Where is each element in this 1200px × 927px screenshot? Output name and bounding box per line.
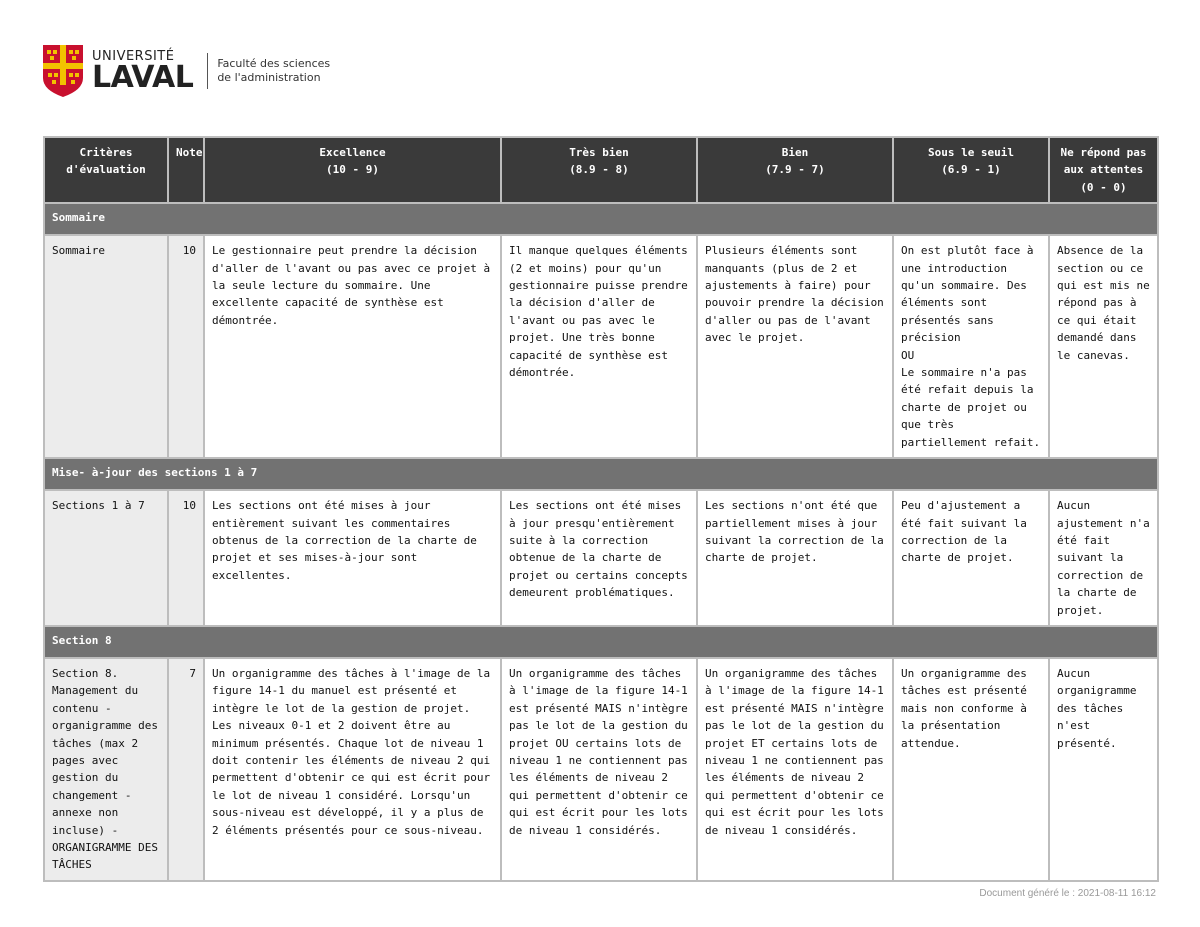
- generated-timestamp: Document généré le : 2021-08-11 16:12: [979, 888, 1156, 899]
- criterion-note: 7: [168, 658, 204, 881]
- criterion-label: Section 8. Management du contenu - organigramme des tâches (max 2 pages avec gestion du changement - annexe non incluse) - ORGANIGRAMME DES TÂCHES: [44, 658, 168, 881]
- cell-ne-repond-pas: Aucun organigramme des tâches n'est présenté.: [1049, 658, 1158, 881]
- page-header: [42, 42, 330, 100]
- evaluation-rubric-table: [43, 136, 1159, 882]
- faculty-name: [217, 57, 330, 85]
- cell-sous-le-seuil: Un organigramme des tâches est présenté mais non conforme à la présentation attendue.: [893, 658, 1049, 881]
- cell-bien: Un organigramme des tâches à l'image de la figure 14-1 est présenté MAIS n'intègre pas le lot de la gestion du projet ET certains lots de niveau 1 ne contiennent pas les éléments de niveau 2 qui permettent d'obtenir ce qui est écrit pour les lots de niveau 1 considérés.: [697, 658, 893, 881]
- header-sous-le-seuil: Sous le seuil (6.9 - 1): [893, 137, 1049, 203]
- cell-sous-le-seuil: Peu d'ajustement a été fait suivant la correction de la charte de projet.: [893, 490, 1049, 626]
- section-title: Sommaire: [44, 203, 1158, 235]
- university-shield-logo: [42, 44, 84, 98]
- header-ne-repond-pas: Ne répond pas aux attentes (0 - 0): [1049, 137, 1158, 203]
- section-row-section-8: [44, 626, 1158, 658]
- section-row-mise-a-jour: [44, 458, 1158, 490]
- section-title: Mise- à-jour des sections 1 à 7: [44, 458, 1158, 490]
- faculty-line-1: Faculté des sciences: [217, 57, 331, 70]
- cell-excellence: Les sections ont été mises à jour entièrement suivant les commentaires obtenus de la correction de la charte de projet et ses mises-à-jour sont excellentes.: [204, 490, 501, 626]
- cell-tres-bien: Un organigramme des tâches à l'image de la figure 14-1 est présenté MAIS n'intègre pas le lot de la gestion du projet OU certains lots de niveau 1 ne contiennent pas les éléments de niveau 2 qui permettent d'obtenir ce qui est écrit pour les lots de niveau 1 considérés.: [501, 658, 697, 881]
- cell-excellence: Le gestionnaire peut prendre la décision d'aller de l'avant ou pas avec ce projet à la seule lecture du sommaire. Une excellente capacité de synthèse est démontrée.: [204, 235, 501, 458]
- cell-ne-repond-pas: Absence de la section ou ce qui est mis ne répond pas à ce qui était demandé dans le canevas.: [1049, 235, 1158, 458]
- cell-tres-bien: Il manque quelques éléments (2 et moins) pour qu'un gestionnaire puisse prendre la décision d'aller de l'avant ou pas avec le projet. Une très bonne capacité de synthèse est démontrée.: [501, 235, 697, 458]
- cell-bien: Les sections n'ont été que partiellement mises à jour suivant la correction de la charte de projet.: [697, 490, 893, 626]
- header-row: [44, 137, 1158, 203]
- cell-bien: Plusieurs éléments sont manquants (plus de 2 et ajustements à faire) pour pouvoir prendre la décision d'aller ou pas de l'avant avec le projet.: [697, 235, 893, 458]
- criterion-note: 10: [168, 235, 204, 458]
- header-divider: [207, 53, 208, 89]
- criterion-row-sections-1-7: [44, 490, 1158, 626]
- cell-ne-repond-pas: Aucun ajustement n'a été fait suivant la correction de la charte de projet.: [1049, 490, 1158, 626]
- header-note: Note: [168, 137, 204, 203]
- header-excellence: Excellence (10 - 9): [204, 137, 501, 203]
- criterion-row-sommaire: [44, 235, 1158, 458]
- faculty-line-2: de l'administration: [217, 71, 321, 84]
- header-bien: Bien (7.9 - 7): [697, 137, 893, 203]
- criterion-label: Sommaire: [44, 235, 168, 458]
- section-title: Section 8: [44, 626, 1158, 658]
- section-row-sommaire: [44, 203, 1158, 235]
- university-wordmark: [92, 50, 193, 93]
- criterion-note: 10: [168, 490, 204, 626]
- criterion-row-section-8: [44, 658, 1158, 881]
- university-wordmark-big: LAVAL: [92, 59, 194, 95]
- criterion-label: Sections 1 à 7: [44, 490, 168, 626]
- header-tres-bien: Très bien (8.9 - 8): [501, 137, 697, 203]
- university-wordmark-top: UNIVERSITÉ: [92, 48, 175, 64]
- header-criteria: Critères d'évaluation: [44, 137, 168, 203]
- cell-excellence: Un organigramme des tâches à l'image de la figure 14-1 du manuel est présenté et intègre le lot de la gestion de projet. Les niveaux 0-1 et 2 doivent être au minimum présentés. Chaque lot de niveau 1 doit contenir les éléments de niveau 2 qui permettent d'obtenir ce qui est écrit pour le lot de niveau 1 considéré. Lorsqu'un sous-niveau est développé, il y a plus de 2 éléments présentés pour ce sous-niveau.: [204, 658, 501, 881]
- cell-sous-le-seuil: On est plutôt face à une introduction qu'un sommaire. Des éléments sont présentés sans précision OU Le sommaire n'a pas été refait depuis la charte de projet ou que très partiellement refait.: [893, 235, 1049, 458]
- cell-tres-bien: Les sections ont été mises à jour presqu'entièrement suite à la correction obtenue de la charte de projet ou certains concepts demeurent problématiques.: [501, 490, 697, 626]
